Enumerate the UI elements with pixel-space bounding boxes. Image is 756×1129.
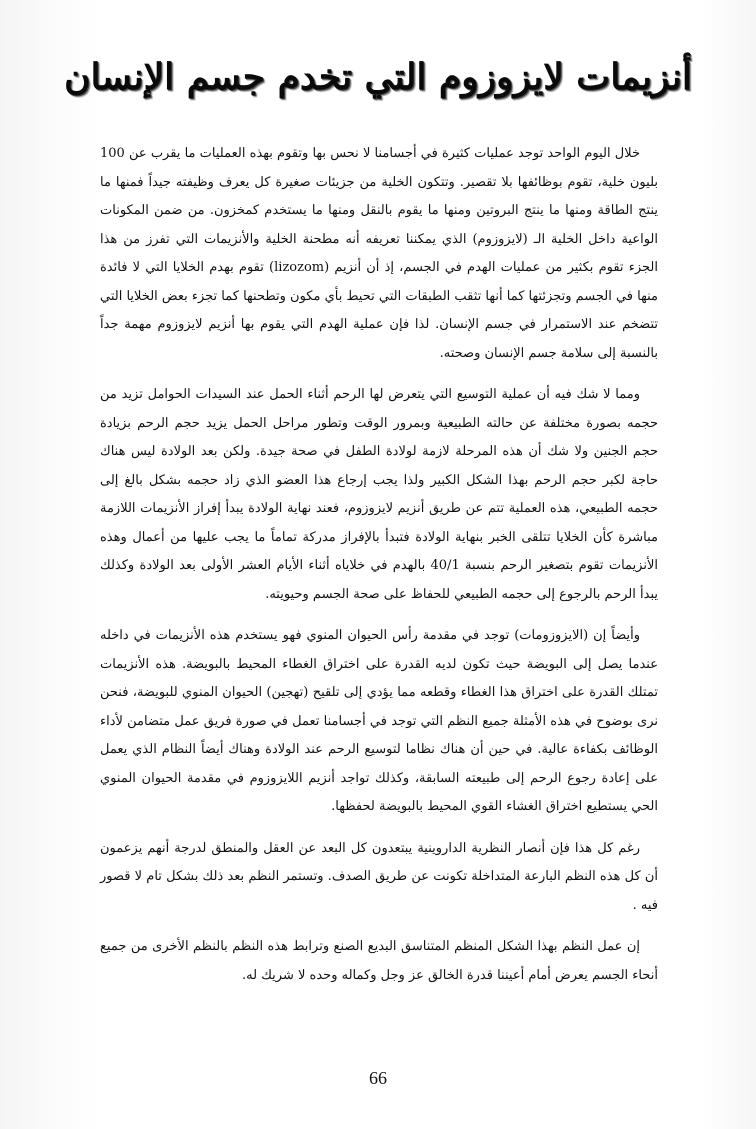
paragraph-5: إن عمل النظم بهذا الشكل المنظم المتناسق البديع الصنع وترابط هذه النظم بالنظم الأخرى من جميع أنحاء الجسم يعرض أمام أعيننا قدرة الخالق عز وجل وكماله وحده لا شريك له. — [100, 939, 658, 983]
paragraph-1: خلال اليوم الواحد توجد عمليات كثيرة في أجسامنا لا نحس بها وتقوم بهذه العمليات ما يقرب عن 100 بليون خلية، تقوم بوظائفها بلا تقصير. وتتكون الخلية من جزيئات صغيرة كل يعرف وظيفته جيداً فمنها ما ينتج الطاقة ومنها ما ينتج البروتين ومنها ما يقوم بالنقل ومنها ما يستخدم كمخزون. من ضمن المكونات الواعية داخل الخلية الـ (لايزوزوم) الذي يمكننا تعريفه أنه مطحنة الخلية والأنزيمات التي تفرز من هذا الجزء تقوم بكثير من عمليات الهدم في الجسم، إذ أن أنزيم (lizozom) تقوم بهدم الخلايا التي لا فائدة منها في الجسم وتجزئتها كما أنها تثقب الطبقات التي تحيط بأي مكون وتطحنها كما تجزء بعض الخلايا التي تتضخم عند الاستمرار في جسم الإنسان. لذا فإن عملية الهدم التي يقوم بها أنزيم لايزوزوم مهمة جداً بالنسبة إلى سلامة جسم الإنسان وصحته. — [100, 146, 658, 361]
page-number: 66 — [369, 1068, 387, 1088]
page-title: أنزيمات لايزوزوم التي تخدم جسم الإنسان — [64, 56, 692, 98]
paragraph-4: رغم كل هذا فإن أنصار النظرية الداروينية يبتعدون كل البعد عن العقل والمنطق لدرجة أنهم يزعمون أن كل هذه النظم البارعة المتداخلة تكونت عن طريق الصدف. وتستمر النظم بعد ذلك بشكل تام لا قصور فيه . — [100, 840, 658, 913]
paragraph-3: وأيضاً إن (الايزوزومات) توجد في مقدمة رأس الحيوان المنوي فهو يستخدم هذه الأنزيمات في داخله عندما يصل إلى البويضة حيث تكون لديه القدرة على اختراق الغطاء المحيط بالبويضة. هذه الأنزيمات تمتلك القدرة على اختراق هذا الغطاء وقطعه مما يؤدي إلى تلقيح (تهجين) الحيوان المنوي للبويضة، فنحن نرى بوضوح في هذه الأمثلة جميع النظم التي توجد في أجسامنا تعمل في صورة فريق عمل متضامن لأداء الوظائف بكفاءة عالية. في حين أن هناك نظاما لتوسيع الرحم عند الولادة وهناك أيضاً النظام الذي يعمل على إعادة رجوع الرحم إلى طبيعته السابقة، وكذلك تواجد أنزيم اللايزوزوم في مقدمة الحيوان المنوي الحي يستطيع اختراق الغشاء القوي المحيط بالبويضة لحفظها. — [100, 628, 658, 814]
paragraph-2: ومما لا شك فيه أن عملية التوسيع التي يتعرض لها الرحم أثناء الحمل عند السيدات الحوامل تزيد من حجمه بصورة مختلفة عن حالته الطبيعية وبمرور الوقت وتطور مراحل الحمل يزيد حجم الرحم بزيادة حجم الجنين ولا شك أن هذه المرحلة لازمة لولادة الطفل في صحة جيدة. ولكن بعد الولادة ليس هناك حاجة لكبر حجم الرحم بهذا الشكل الكبير ولذا يجب إرجاع هذا العضو الذي زاد حجمه بشكل بالغ إلى حجمه الطبيعي، هذه العملية تتم عن طريق أنزيم لايزوزوم، فعند نهاية الولادة يبدأ إفراز الأنزيمات اللازمة مباشرة كأن الخلايا تتلقى الخبر بنهاية الولادة فتبدأ بالإفراز مدركة تماماً ما يجب عليها من أعمال وهذه الأنزيمات تقوم بتصغير الرحم بنسبة 40/1 بالهدم في خلاياه أثناء الأيام العشر الأولى بعد الولادة وكذلك يبدأ الرحم بالرجوع إلى حجمه الطبيعي للحفاظ على صحة الجسم وحيويته. — [100, 387, 658, 602]
article-body — [100, 140, 658, 1003]
